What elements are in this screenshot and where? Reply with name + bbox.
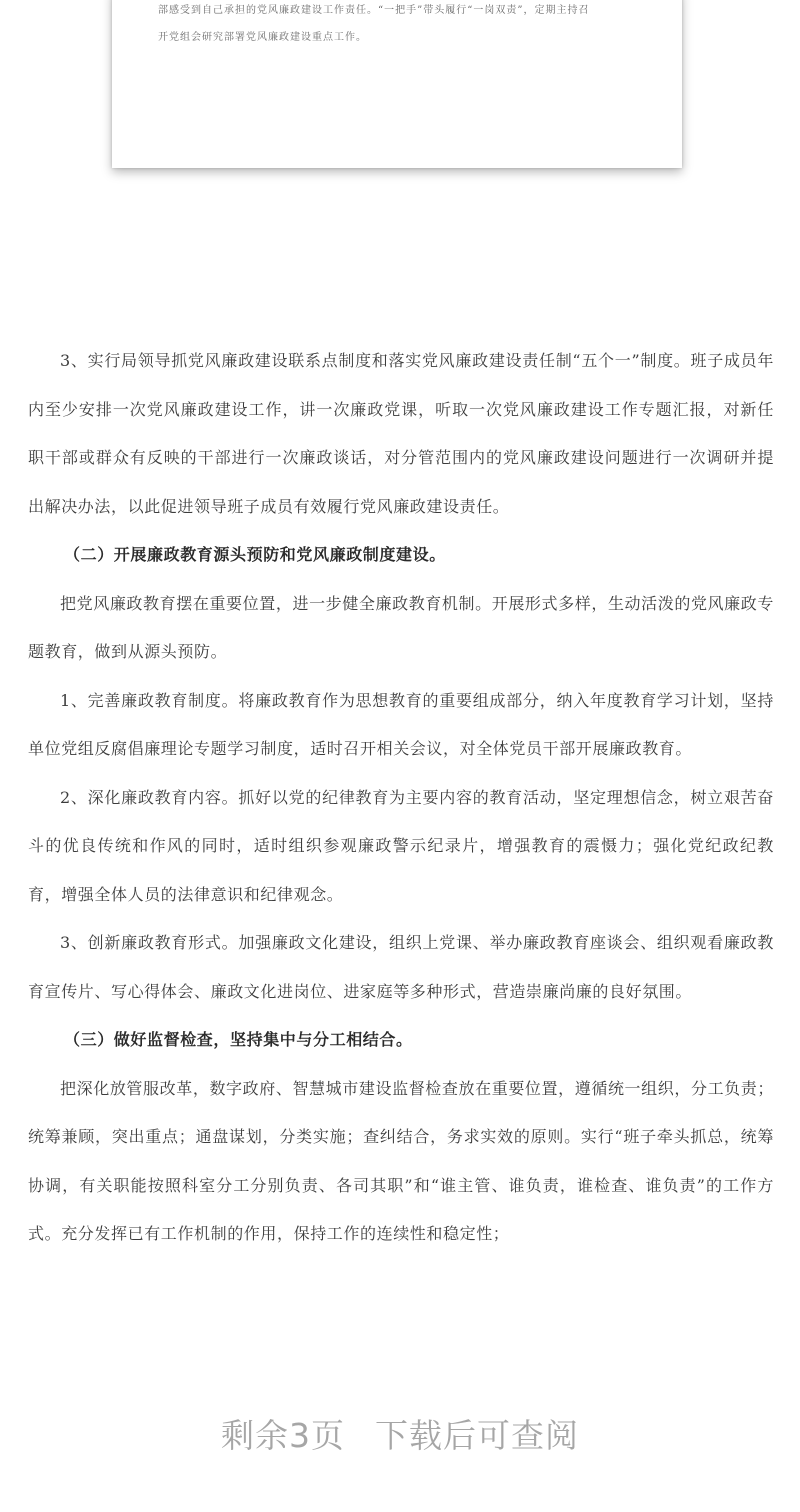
- document-body: [28, 337, 774, 1259]
- paragraph-education-content: 2、深化廉政教育内容。抓好以党的纪律教育为主要内容的教育活动，坚定理想信念，树立艰苦奋斗的优良传统和作风的同时，适时组织参观廉政警示纪录片，增强教育的震慑力；强化党纪政纪教育，增强全体人员的法律意识和纪律观念。: [28, 787, 774, 904]
- paragraph-education-system: 1、完善廉政教育制度。将廉政教育作为思想教育的重要组成部分，纳入年度教育学习计划，坚持单位党组反腐倡廉理论专题学习制度，适时召开相关会议，对全体党员干部开展廉政教育。: [28, 690, 774, 758]
- paragraph-education-intro: 把党风廉政教育摆在重要位置，进一步健全廉政教育机制。开展形式多样，生动活泼的党风廉政专题教育，做到从源头预防。: [28, 593, 774, 661]
- paragraph-education-form: 3、创新廉政教育形式。加强廉政文化建设，组织上党课、举办廉政教育座谈会、组织观看廉政教育宣传片、写心得体会、廉政文化进岗位、进家庭等多种形式，营造崇廉尚廉的良好氛围。: [28, 933, 774, 1001]
- download-to-view-label: 下载后可查阅: [375, 1416, 579, 1455]
- preview-line-1: 部感受到自己承担的党风廉政建设工作责任。“一把手”带头履行“一岗双责”，定期主持召: [158, 5, 590, 16]
- section-heading-education: （二）开展廉政教育源头预防和党风廉政制度建设。: [64, 545, 446, 564]
- preview-line-2: 开党组会研究部署党风廉政建设重点工作。: [158, 32, 367, 43]
- paragraph-leader-system: 3、实行局领导抓党风廉政建设联系点制度和落实党风廉政建设责任制“五个一”制度。班子成员年内至少安排一次党风廉政建设工作，讲一次廉政党课，听取一次党风廉政建设工作专题汇报，对新任职干部或群众有反映的干部进行一次廉政谈话，对分管范围内的党风廉政建设问题进行一次调研并提出解决办法，以此促进领导班子成员有效履行党风廉政建设责任。: [28, 351, 774, 516]
- remaining-pages-label: 剩余3页: [221, 1416, 345, 1455]
- previous-page-preview: [112, 0, 682, 168]
- section-heading-supervision: （三）做好监督检查，坚持集中与分工相结合。: [64, 1030, 413, 1049]
- download-prompt[interactable]: [0, 1410, 800, 1457]
- paragraph-supervision: 把深化放管服改革，数字政府、智慧城市建设监督检查放在重要位置，遵循统一组织，分工负责；统筹兼顾，突出重点；通盘谋划，分类实施；查纠结合，务求实效的原则。实行“班子牵头抓总，统筹协调，有关职能按照科室分工分别负责、各司其职”和“谁主管、谁负责，谁检查、谁负责”的工作方式。充分发挥已有工作机制的作用，保持工作的连续性和稳定性；: [28, 1078, 774, 1243]
